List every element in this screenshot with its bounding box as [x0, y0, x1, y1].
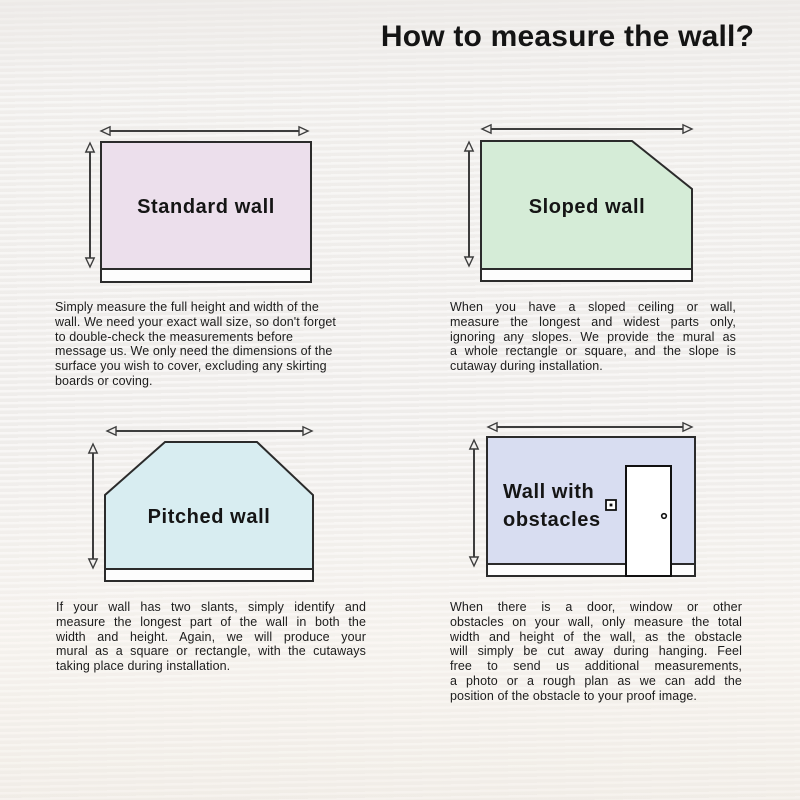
description-standard: Simply measure the full height and width of the wall. We need your exact wall size, so don't forget to double-check the measurements before message us. We only need the dimensions of the surface you wish to cover, excluding any skirting boards or coving.	[55, 300, 337, 388]
width-arrow	[482, 125, 692, 133]
door-knob	[662, 514, 667, 519]
height-arrow	[89, 444, 97, 568]
skirting-board	[105, 569, 313, 581]
diagram-sloped-wall	[455, 118, 705, 295]
wall-label-standard: Standard wall	[137, 196, 275, 218]
wall-label-sloped: Sloped wall	[528, 196, 646, 218]
page-title: How to measure the wall?	[380, 20, 755, 53]
height-arrow	[86, 143, 94, 267]
description-sloped: When you have a sloped ceiling or wall, measure the longest and widest parts only, ignoring any slopes. We provide the mural as a whole rectangle or square, and the slope is cutaway during installation.	[450, 300, 736, 374]
description-pitched: If your wall has two slants, simply identify and measure the longest part of the wall in both the width and height. Again, we will produce your mural as a square or rectangle, with the cutaways taking place during installation.	[56, 600, 366, 674]
diagram-pitched-wall	[80, 418, 330, 590]
door	[626, 466, 671, 576]
width-arrow	[107, 427, 312, 435]
width-arrow	[101, 127, 308, 135]
diagram-standard-wall	[80, 118, 330, 295]
height-arrow	[470, 440, 478, 566]
wall-label-obstacles: Wall with obstacles	[503, 481, 601, 531]
pitched-wall-drawing	[80, 418, 330, 590]
skirting-board	[481, 269, 692, 281]
wall-label-pitched: Pitched wall	[147, 506, 271, 528]
height-arrow	[465, 142, 473, 266]
description-obstacles: When there is a door, window or other obstacles on your wall, only measure the total width and height of the wall, as the obstacle will simply be cut away during hanging. Feel free to send us additional measurements, a photo or a rough plan as we can add the position of the obstacle to your proof image.	[450, 600, 742, 703]
width-arrow	[488, 423, 692, 431]
diagram-wall-with-obstacles	[455, 415, 710, 590]
skirting-board	[101, 269, 311, 282]
